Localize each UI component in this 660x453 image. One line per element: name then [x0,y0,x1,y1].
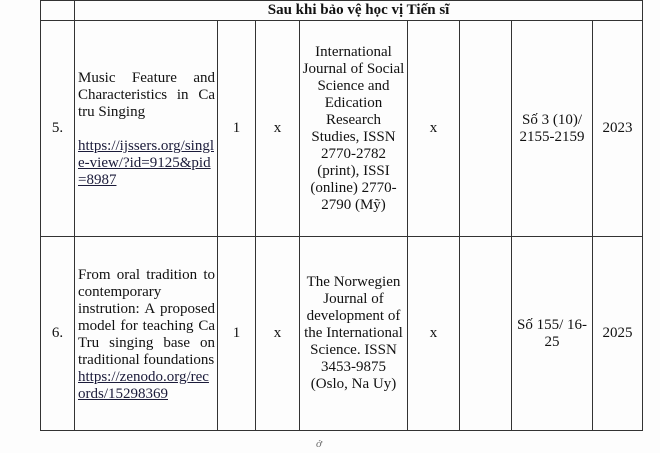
volume-pages: Số 155/ 16-25 [512,237,593,431]
main-author-mark: x [256,21,300,237]
section-index-cell [41,1,75,21]
main-author-mark: x [256,237,300,431]
international-mark: x [408,21,460,237]
article-title: Music Feature and Characteristics in Ca tru Singing [78,70,215,120]
journal-info: The Norwegien Journal of development of the International Science. ISSN 3453-9875 (Oslo, Na Uy) [300,237,408,431]
row-index: 5. [41,21,75,237]
article-title-cell [75,21,218,237]
publication-year: 2025 [593,237,643,431]
article-link[interactable]: https://zenodo.org/records/15298369 [78,368,209,402]
author-count: 1 [218,21,256,237]
section-title: Sau khi bảo vệ học vị Tiến sĩ [75,1,643,21]
article-title-cell [75,237,218,431]
volume-pages: Số 3 (10)/ 2155-2159 [512,21,593,237]
publications-table [40,0,643,431]
article-title: From oral tradition to contemporary instrution: A proposed model for teaching Ca Tru singing base on traditional foundations [78,266,215,368]
blank-cell [460,21,512,237]
page-mark: ở [316,438,322,450]
publication-year: 2023 [593,21,643,237]
journal-info: International Journal of Social Science and Edication Research Studies, ISSN 2770-2782 (print), ISSI (online) 2770-2790 (Mỹ) [300,21,408,237]
blank-cell [460,237,512,431]
international-mark: x [408,237,460,431]
table-row [41,21,643,237]
article-link[interactable]: https://ijssers.org/single-view/?id=9125&pid=8987 [78,138,214,188]
row-index: 6. [41,237,75,431]
table-row [41,237,643,431]
section-header-row [41,1,643,21]
author-count: 1 [218,237,256,431]
